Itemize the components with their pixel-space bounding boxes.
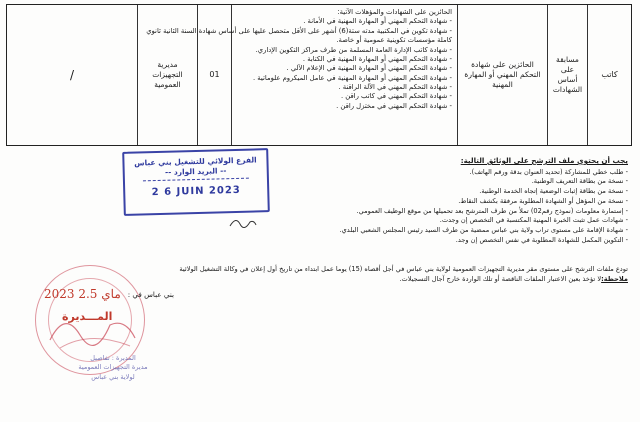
positions-count-cell: 01 [197,5,231,145]
document-item: - نسخة من بطاقة التعريف الوطنية. [272,177,628,187]
stamp-divider [143,178,249,182]
stamp-date: 2 6 JUIN 2023 [151,184,241,199]
recruitment-mode-cell: مسابقة على أساس الشهادات [547,5,587,145]
director-name-stamp [62,354,164,398]
requirement-line: - شهادة التحكم المهني أو المهارة المهنية في الأمانة . [303,17,452,26]
stamp-agency: الفرع الولائي للتشغيل بني عباس [134,155,257,168]
stamp-province-line: لولاية بني عباس [91,372,135,381]
note-text: لا تؤخذ بعين الاعتبار الملفات الناقصة أو تلك الواردة خارج آجال التسجيلات. [399,274,602,283]
requirement-line: الحائزين على الشهادات والمؤهلات الآتية: [337,8,452,16]
grade-cell: كاتب [587,5,631,145]
requirement-line: - شهادة التحكم المهني في مختزل راقن . [336,101,452,110]
requirement-line: - شهادة التحكم المهني أو المهارة المهنية في الإعلام الآلي . [286,64,452,73]
requirement-line: - شهادة التحكم المهني في الآلة الراقنة . [338,83,452,91]
deposit-instruction: تودع ملفات الترشح على مستوى مقر مديرية التجهيزات العمومية لولاية بني عباس في أجل أقصاه (15) يوما عمل ابتداء من تاريخ أول إعلان في وكالة التشغيل الولائية [179,265,628,273]
document-item: - نسخة من بطاقة إثبات الوضعية إتجاه الخدمة الوطنية. [272,187,628,197]
requirement-line: - شهادة التحكم المهني أو المهارة المهنية في عامل الميكروم علوماتية . [252,73,452,82]
requirement-line: - شهادة التحكم المهني أو المهارة المهنية في الكتابة . [302,54,452,63]
empty-cell-slash: / [69,67,75,82]
place-label: بني عباس في : [127,290,174,299]
document-item: - طلب خطي للمشاركة (تحديد العنوان بدقة ورقم الهاتف). [272,168,628,178]
document-item: - إستمارة معلومات (نموذج رقم02) تملأ من طرف المترشح بعد تحميلها من موقع الوظيف العمومي. [272,207,628,217]
document-item: - شهادات عمل تثبت الخبرة المهنية المكتسبة في التخصص إن وجدت. [272,216,628,226]
directorate-cell: مديرية التجهيزات العمومية [137,5,197,145]
job-offer-table [6,4,632,146]
note-remark [128,275,628,285]
requirement-line: - شهادة كاتب الإدارة العامة المسلمة من طرف مراكز التكوين الإداري. [255,45,452,54]
requirement-line: - شهادة التحكم المهني في كاتب راقن . [340,92,452,101]
director-signature [40,290,150,360]
requirement-line: - شهادة تكوين في المكتبية مدته ستة(6) أشهر على الأقل متحصل عليها على أساس شهادة السنة الثانية ثانوي [146,26,452,35]
stamp-name-line: المديرة : تفاصيل [90,354,136,362]
stamp-directorate-line: مديرة التجهيزات العمومية [78,363,148,372]
deposit-note [128,265,628,285]
received-stamp [122,148,270,216]
stamp-mail-label: -- البريد الوارد -- [164,166,227,177]
certificates-cell: الحائزين على شهادة التحكم المهني أو المهارة المهنية [457,5,547,145]
director-title: المـــديرة [62,310,113,323]
document-item: - نسخة من المؤهل أو الشهادة المطلوبة مرفقة بكشف النقاط. [272,197,628,207]
requirement-line: كاملة مؤسسات تكوينية عمومية أو خاصة. [336,36,452,45]
required-documents [272,156,628,246]
document-item: - التكوين المكمل للشهادة المطلوبة في نفس التخصص إن وجد. [272,236,628,246]
document-item: - شهادة الإقامة على مستوى تراب ولاية بني عباس ممضية من طرف السيد رئيس المجلس الشعبي البلدي. [272,226,628,236]
documents-title: يجب أن يحتوي ملف الترشح على الوثائق التالية: [460,156,628,165]
initials-signature [228,214,258,230]
note-label: ملاحظة: [601,274,628,283]
handwritten-date: 2023 ماي 2.5 [44,287,121,301]
